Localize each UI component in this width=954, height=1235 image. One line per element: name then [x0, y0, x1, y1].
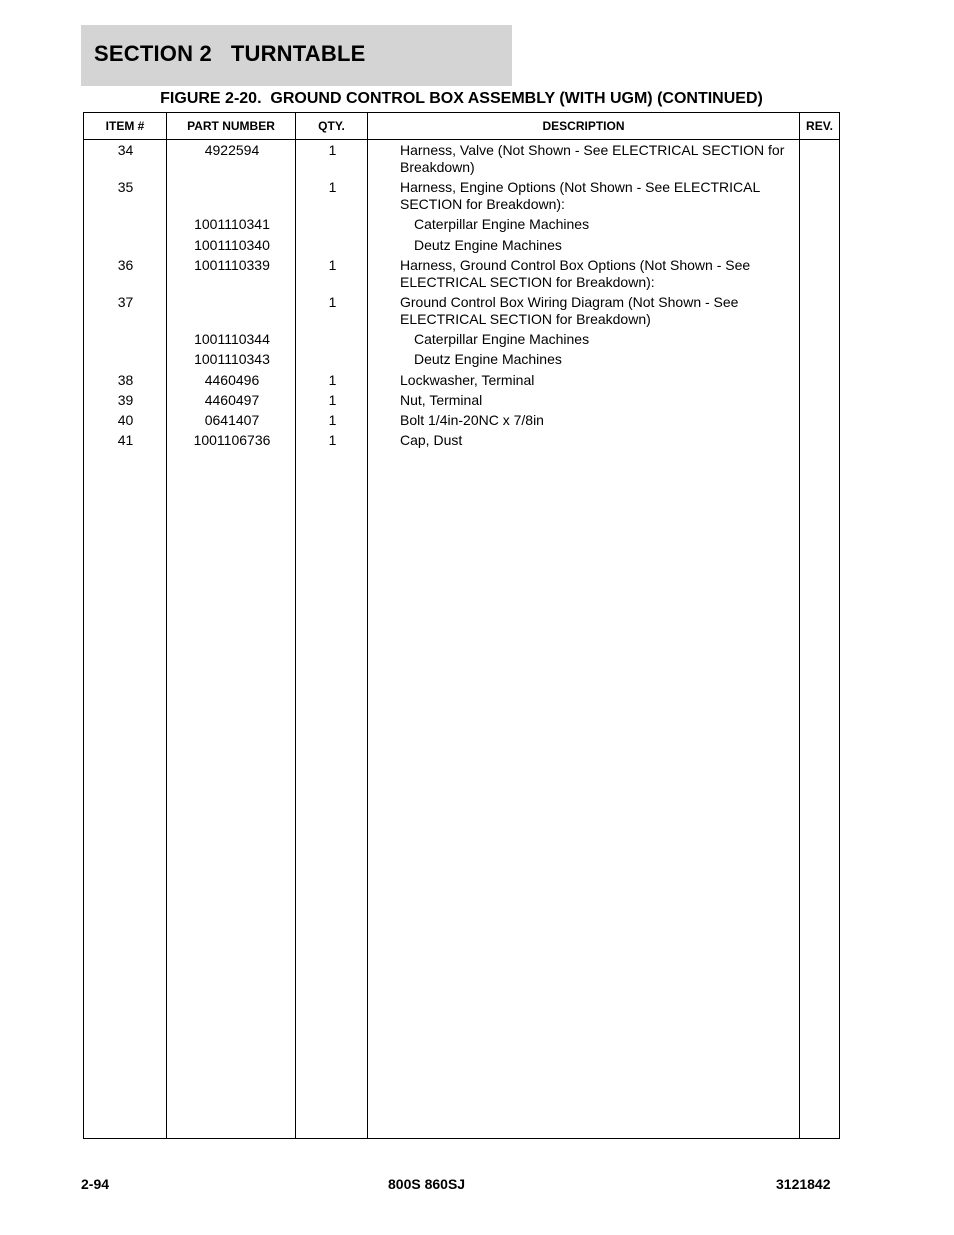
figure-title: FIGURE 2-20. GROUND CONTROL BOX ASSEMBLY (WITH UGM) (CONTINUED) [160, 90, 763, 107]
section-title: SECTION 2 TURNTABLE [94, 41, 366, 66]
description: Harness, Ground Control Box Options (Not Shown - See ELECTRICAL SECTION for Breakdown): [400, 256, 751, 290]
description: Cap, Dust [400, 432, 463, 449]
description: Lockwasher, Terminal [400, 371, 535, 388]
part-number: 4922594 [204, 142, 260, 158]
column-header-rev: REV. [806, 119, 833, 133]
part-number: 4460497 [204, 391, 260, 408]
quantity: 1 [328, 391, 337, 408]
item-number: 35 [117, 179, 134, 196]
column-header-description: DESCRIPTION [542, 119, 625, 133]
description: Deutz Engine Machines [414, 351, 562, 368]
part-number: 4460496 [204, 371, 260, 388]
column-header-part-number: PART NUMBER [187, 119, 275, 133]
description: Caterpillar Engine Machines [414, 216, 590, 233]
document-number: 3121842 [776, 1176, 831, 1192]
page-number: 2-94 [81, 1176, 110, 1192]
item-number: 37 [117, 294, 134, 310]
part-number: 1001110340 [194, 236, 270, 253]
quantity: 1 [328, 179, 337, 196]
part-number: 1001110341 [194, 216, 270, 233]
model-name: 800S 860SJ [388, 1176, 466, 1192]
description: Deutz Engine Machines [414, 236, 562, 253]
description: Caterpillar Engine Machines [414, 331, 590, 348]
item-number: 41 [117, 432, 134, 449]
section-banner [81, 25, 512, 86]
description: Harness, Valve (Not Shown - See ELECTRICAL SECTION for Breakdown) [400, 142, 785, 175]
column-header-item: ITEM # [105, 119, 145, 133]
item-number: 34 [117, 142, 134, 158]
description: Ground Control Box Wiring Diagram (Not Shown - See ELECTRICAL SECTION for Breakdown) [400, 294, 739, 327]
part-number: 1001110344 [194, 331, 270, 348]
part-number: 1001110339 [194, 256, 270, 273]
description: Harness, Engine Options (Not Shown - See ELECTRICAL SECTION for Breakdown): [400, 179, 760, 213]
quantity: 1 [328, 412, 337, 428]
description: Nut, Terminal [400, 391, 483, 408]
header-divider [84, 139, 839, 140]
quantity: 1 [328, 432, 337, 449]
item-number: 40 [117, 412, 134, 428]
column-header-qty: QTY. [318, 119, 345, 133]
parts-table [83, 112, 840, 1139]
column-divider [799, 113, 800, 1138]
part-number: 0641407 [204, 412, 260, 428]
description: Bolt 1/4in-20NC x 7/8in [400, 412, 544, 428]
quantity: 1 [328, 294, 337, 310]
item-number: 36 [117, 256, 134, 273]
item-number: 38 [117, 371, 134, 388]
quantity: 1 [328, 142, 337, 158]
quantity: 1 [328, 371, 337, 388]
quantity: 1 [328, 256, 337, 273]
part-number: 1001106736 [193, 432, 271, 449]
item-number: 39 [117, 391, 134, 408]
part-number: 1001110343 [194, 351, 270, 368]
